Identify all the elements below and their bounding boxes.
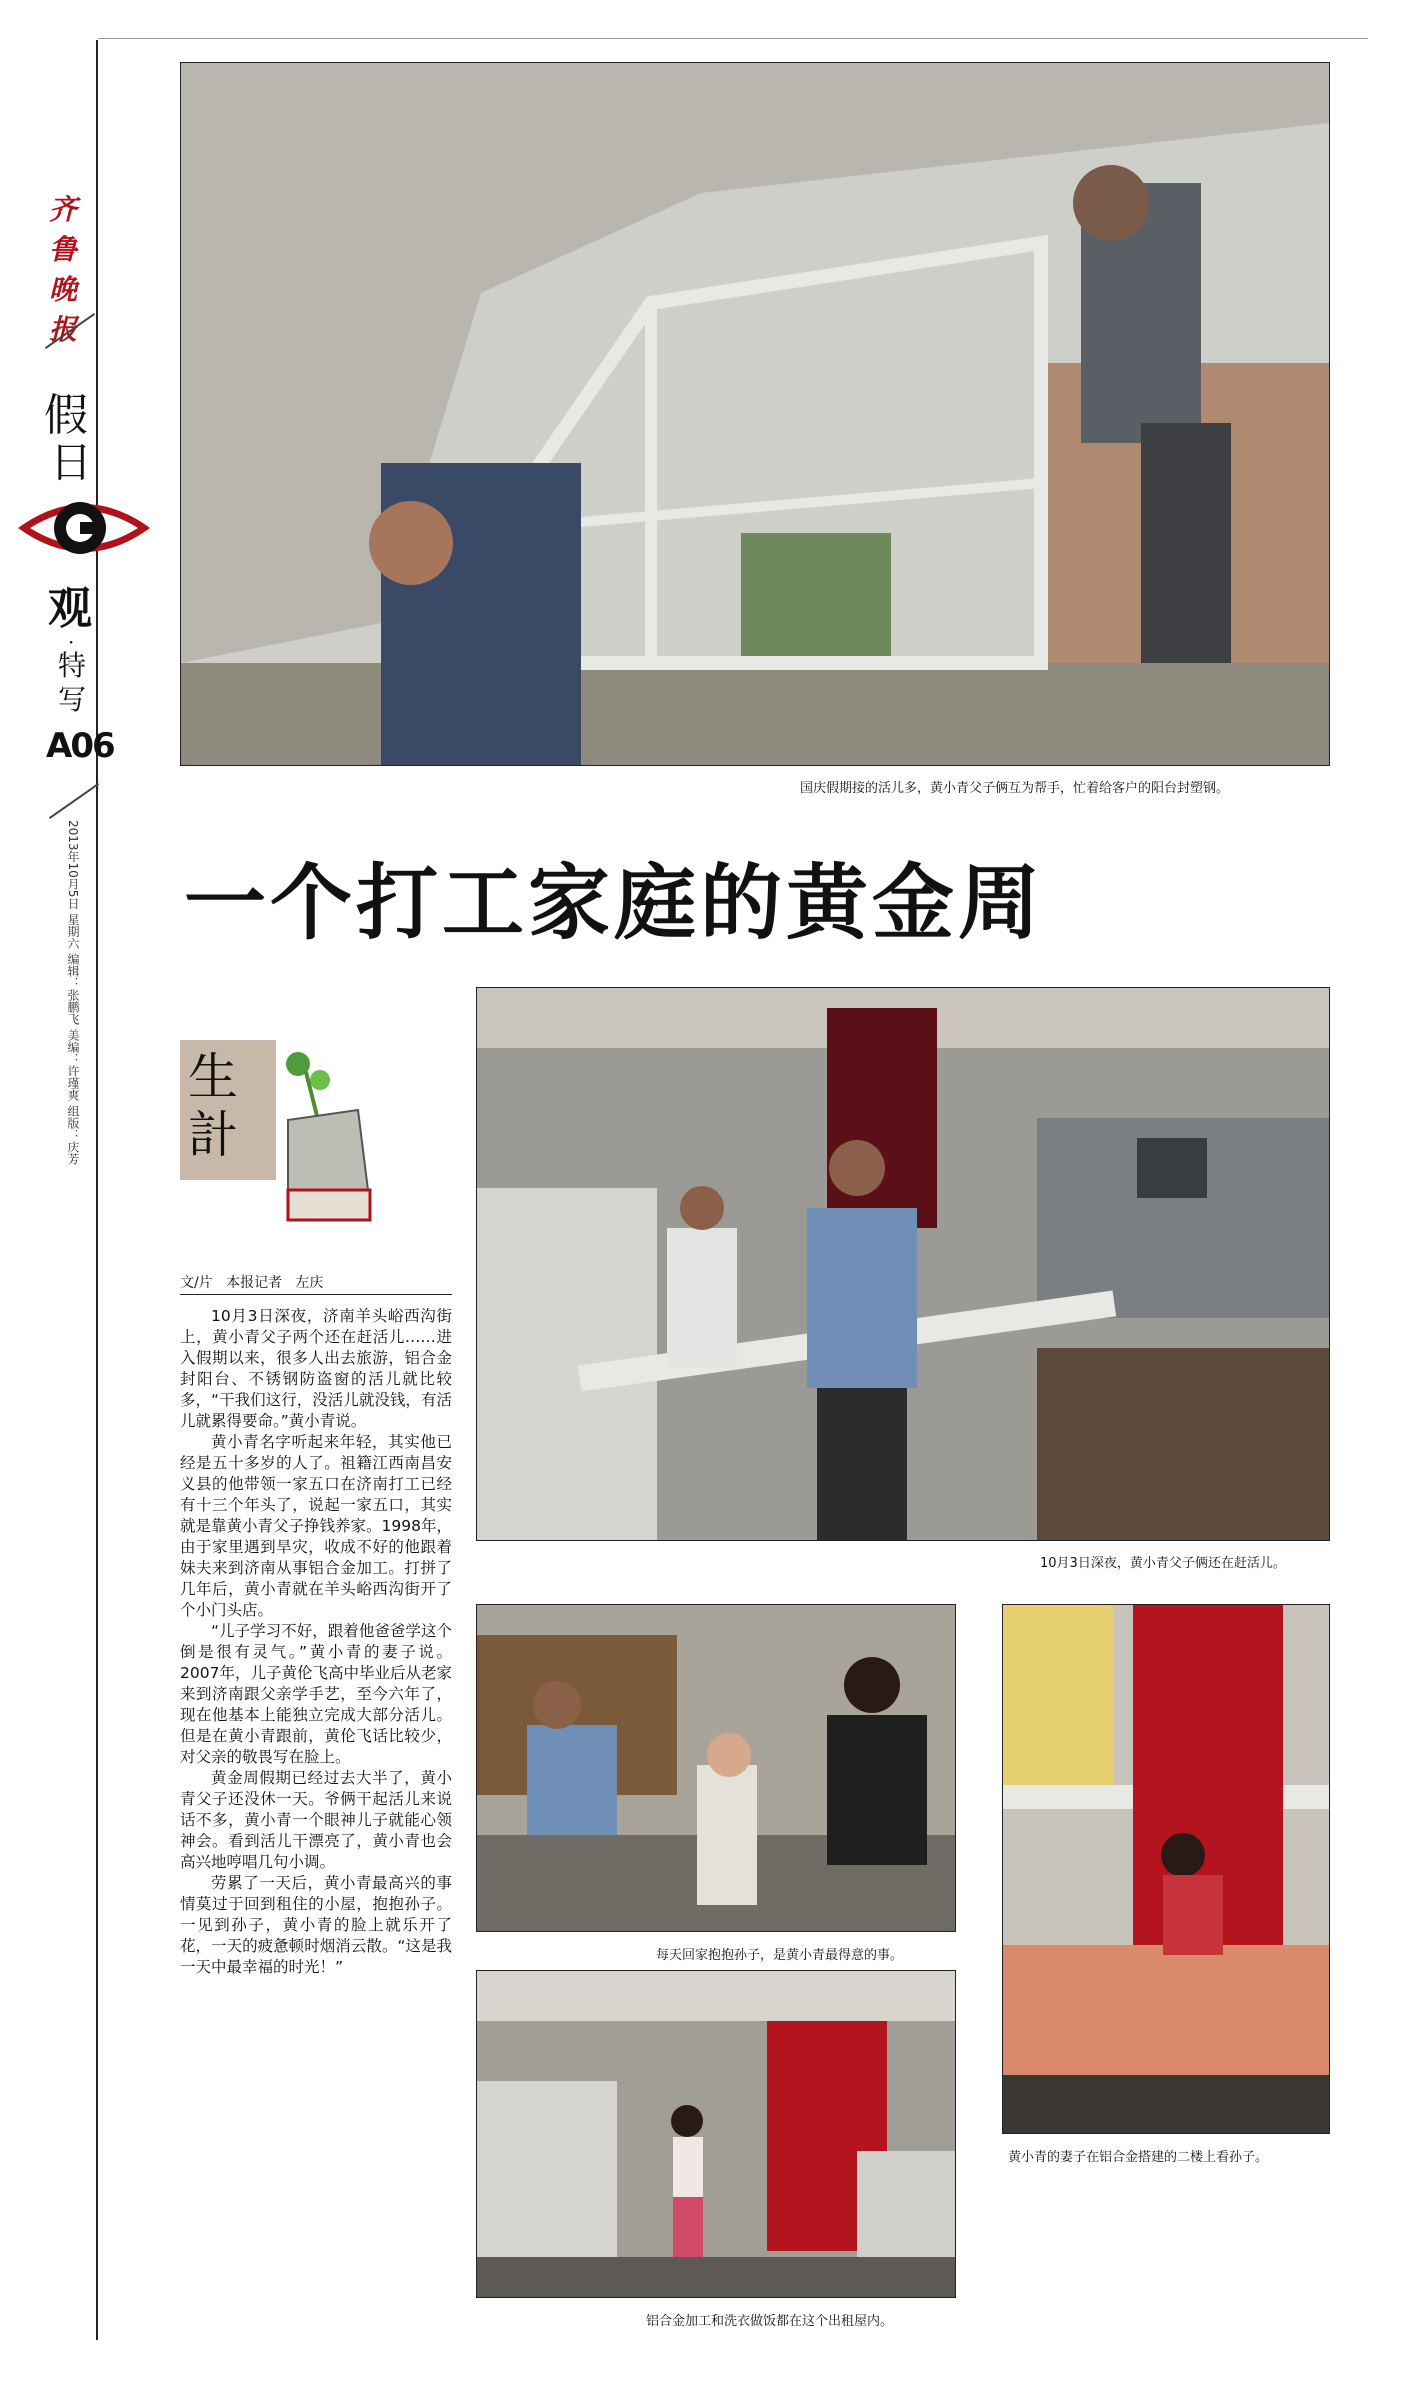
article-paragraph: 劳累了一天后，黄小青最高兴的事情莫过于回到租住的小屋，抱抱孙子。一见到孙子，黄小青的脸上就乐开了花，一天的疲惫顿时烟消云散。“这是我一天中最幸福的时光！” bbox=[180, 1874, 452, 1976]
glove-with-sprout-icon bbox=[268, 1050, 378, 1230]
section-title-char: 观 bbox=[48, 583, 92, 634]
column-mark: 生計 bbox=[188, 1048, 238, 1164]
subsection-char: 特 bbox=[58, 649, 87, 682]
loft-scene-image bbox=[1003, 1605, 1329, 2133]
top-rule bbox=[98, 38, 1368, 39]
loft-photo-caption: 黄小青的妻子在铝合金搭建的二楼上看孙子。 bbox=[1008, 2150, 1269, 2165]
balcony-scene-image bbox=[181, 63, 1329, 765]
top-photo bbox=[180, 62, 1330, 766]
subsection-char: 写 bbox=[58, 683, 87, 716]
byline-rule bbox=[180, 1294, 452, 1295]
separator-dot: · bbox=[68, 630, 75, 654]
eye-icon bbox=[14, 488, 154, 566]
workshop-scene-image bbox=[477, 988, 1329, 1540]
grandson-photo bbox=[476, 1604, 956, 1932]
workshop-photo-caption: 10月3日深夜，黄小青父子俩还在赶活儿。 bbox=[1040, 1556, 1286, 1571]
workshop-photo bbox=[476, 987, 1330, 1541]
article-paragraph: 10月3日深夜，济南羊头峪西沟街上，黄小青父子两个还在赶活儿……进入假期以来，很多人出去旅游，铝合金封阳台、不锈钢防盗窗的活儿就比较多，“干我们这行，没活儿就没钱，有活儿就累得要命。”黄小青说。 bbox=[180, 1307, 452, 1430]
shop-interior-photo-caption: 铝合金加工和洗衣做饭都在这个出租屋内。 bbox=[646, 2314, 894, 2329]
divider bbox=[49, 783, 99, 819]
article-paragraph: 黄小青名字听起来年轻，其实他已经是五十多岁的人了。祖籍江西南昌安义县的他带领一家五口在济南打工已经有十三个年头了，说起一家五口，其实就是靠黄小青父子挣钱养家。1998年，由于家里遇到旱灾，收成不好的他跟着妹夫来到济南从事铝合金加工。打拼了几年后，黄小青就在羊头峪西沟街开了个小门头店。 bbox=[180, 1433, 452, 1619]
article-paragraph: 黄金周假期已经过去大半了，黄小青父子还没休一天。爷俩干起活儿来说话不多，黄小青一个眼神儿子就能心领神会。看到活儿干漂亮了，黄小青也会高兴地哼唱几句小调。 bbox=[180, 1769, 452, 1871]
shop-interior-image bbox=[477, 1971, 955, 2297]
issue-meta: 2013年10月5日 星期六 编辑：张鹏飞 美编：许瑾爽 组版：庆芳 bbox=[66, 820, 80, 1165]
margin-rule bbox=[96, 40, 98, 2340]
headline: 一个打工家庭的黄金周 bbox=[184, 856, 1045, 951]
section-title-char: 假 bbox=[44, 390, 88, 441]
article-body bbox=[180, 1306, 452, 1978]
grandson-scene-image bbox=[477, 1605, 955, 1931]
grandson-photo-caption: 每天回家抱抱孙子，是黄小青最得意的事。 bbox=[656, 1948, 904, 1963]
shop-interior-photo bbox=[476, 1970, 956, 2298]
page-number: A06 bbox=[46, 726, 114, 766]
byline: 文/片 本报记者 左庆 bbox=[180, 1275, 324, 1291]
article-paragraph: “儿子学习不好，跟着他爸爸学这个倒是很有灵气。”黄小青的妻子说。2007年，儿子黄伦飞高中毕业后从老家来到济南跟父亲学手艺，至今六年了，现在他基本上能独立完成大部分活儿。但是在黄小青跟前，黄伦飞话比较少，对父亲的敬畏写在脸上。 bbox=[180, 1622, 452, 1766]
paper-name-logo: 齐鲁晚报 bbox=[48, 193, 77, 346]
section-title-char: 日 bbox=[50, 438, 93, 487]
loft-photo bbox=[1002, 1604, 1330, 2134]
top-photo-caption: 国庆假期接的活儿多，黄小青父子俩互为帮手，忙着给客户的阳台封塑钢。 bbox=[800, 781, 1230, 796]
